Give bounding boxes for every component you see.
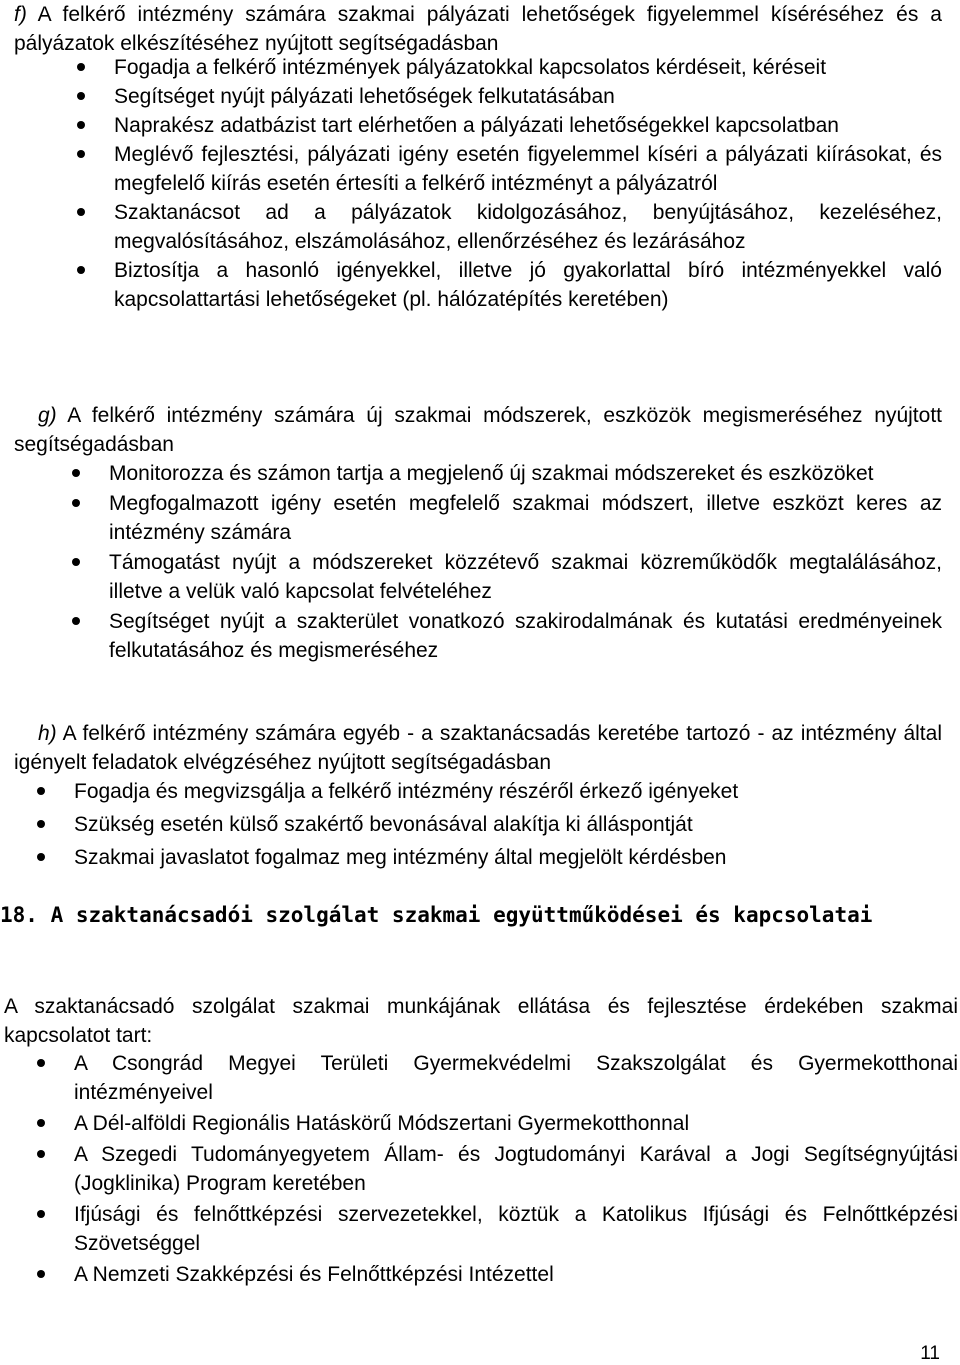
section-f-intro xyxy=(14,0,942,58)
list-item: Szakmai javaslatot fogalmaz meg intézmény által megjelölt kérdésben xyxy=(74,843,942,872)
list-item: Megfogalmazott igény esetén megfelelő szakmai módszert, illetve eszközt keres az intézmény számára xyxy=(109,489,942,547)
section-h-list xyxy=(74,777,942,876)
list-item: Naprakész adatbázist tart elérhetően a pályázati lehetőségekkel kapcsolatban xyxy=(114,111,942,140)
section-h-intro-text: A felkérő intézmény számára egyéb - a szaktanácsadás keretébe tartozó - az intézmény által igényelt feladatok elvégzéséhez nyújtott segítségadásban xyxy=(14,722,942,774)
section-g-marker: g) xyxy=(38,404,57,427)
list-item: A Nemzeti Szakképzési és Felnőttképzési Intézettel xyxy=(74,1260,958,1289)
section-g-list xyxy=(109,459,942,666)
list-item: Segítséget nyújt pályázati lehetőségek felkutatásában xyxy=(114,82,942,111)
section-f-marker: f) xyxy=(14,3,27,26)
list-item: Szükség esetén külső szakértő bevonásával alakítja ki álláspontját xyxy=(74,810,942,839)
list-item: Fogadja és megvizsgálja a felkérő intézmény részéről érkező igényeket xyxy=(74,777,942,806)
section-h-marker: h) xyxy=(38,722,57,745)
list-item: Fogadja a felkérő intézmények pályázatokkal kapcsolatos kérdéseit, kéréseit xyxy=(114,53,942,82)
section-h-intro xyxy=(14,719,942,777)
list-item: Biztosítja a hasonló igényekkel, illetve jó gyakorlattal bíró intézményekkel való kapcsolattartási lehetőségeket (pl. hálózatépítés keretében) xyxy=(114,256,942,314)
section-f-list xyxy=(114,53,942,314)
section-18-heading: 18. A szaktanácsadói szolgálat szakmai együttműködései és kapcsolatai xyxy=(0,903,873,927)
page-number: 11 xyxy=(920,1343,940,1364)
list-item: A Dél-alföldi Regionális Hatáskörű Módszertani Gyermekotthonnal xyxy=(74,1109,958,1138)
section-18-intro: A szaktanácsadó szolgálat szakmai munkájának ellátása és fejlesztése érdekében szakmai kapcsolatot tart: xyxy=(4,995,958,1047)
list-item: Ifjúsági és felnőttképzési szervezetekkel, köztük a Katolikus Ifjúsági és Felnőttképzési Szövetséggel xyxy=(74,1200,958,1258)
list-item: A Csongrád Megyei Területi Gyermekvédelmi Szakszolgálat és Gyermekotthonai intézményeivel xyxy=(74,1049,958,1107)
section-g-intro xyxy=(14,401,942,459)
section-f-intro-text: A felkérő intézmény számára szakmai pályázati lehetőségek figyelemmel kíséréséhez és a pályázatok elkészítéséhez nyújtott segítségadásban xyxy=(14,3,942,55)
section-g-intro-text: A felkérő intézmény számára új szakmai módszerek, eszközök megismeréséhez nyújtott segítségadásban xyxy=(14,404,942,456)
list-item: Szaktanácsot ad a pályázatok kidolgozásához, benyújtásához, kezeléséhez, megvalósításához, elszámolásához, ellenőrzéséhez és lezárásához xyxy=(114,198,942,256)
section-18-list xyxy=(74,1049,958,1291)
list-item: Segítséget nyújt a szakterület vonatkozó szakirodalmának és kutatási eredményeinek felkutatásához és megismeréséhez xyxy=(109,607,942,665)
list-item: A Szegedi Tudományegyetem Állam- és Jogtudományi Karával a Jogi Segítségnyújtási (Jogklinika) Program keretében xyxy=(74,1140,958,1198)
list-item: Meglévő fejlesztési, pályázati igény esetén figyelemmel kíséri a pályázati kiírásokat, és megfelelő kiírás esetén értesíti a felkérő intézményt a pályázatról xyxy=(114,140,942,198)
list-item: Támogatást nyújt a módszereket közzétevő szakmai közreműködők megtalálásához, illetve a velük való kapcsolat felvételéhez xyxy=(109,548,942,606)
list-item: Monitorozza és számon tartja a megjelenő új szakmai módszereket és eszközöket xyxy=(109,459,942,488)
